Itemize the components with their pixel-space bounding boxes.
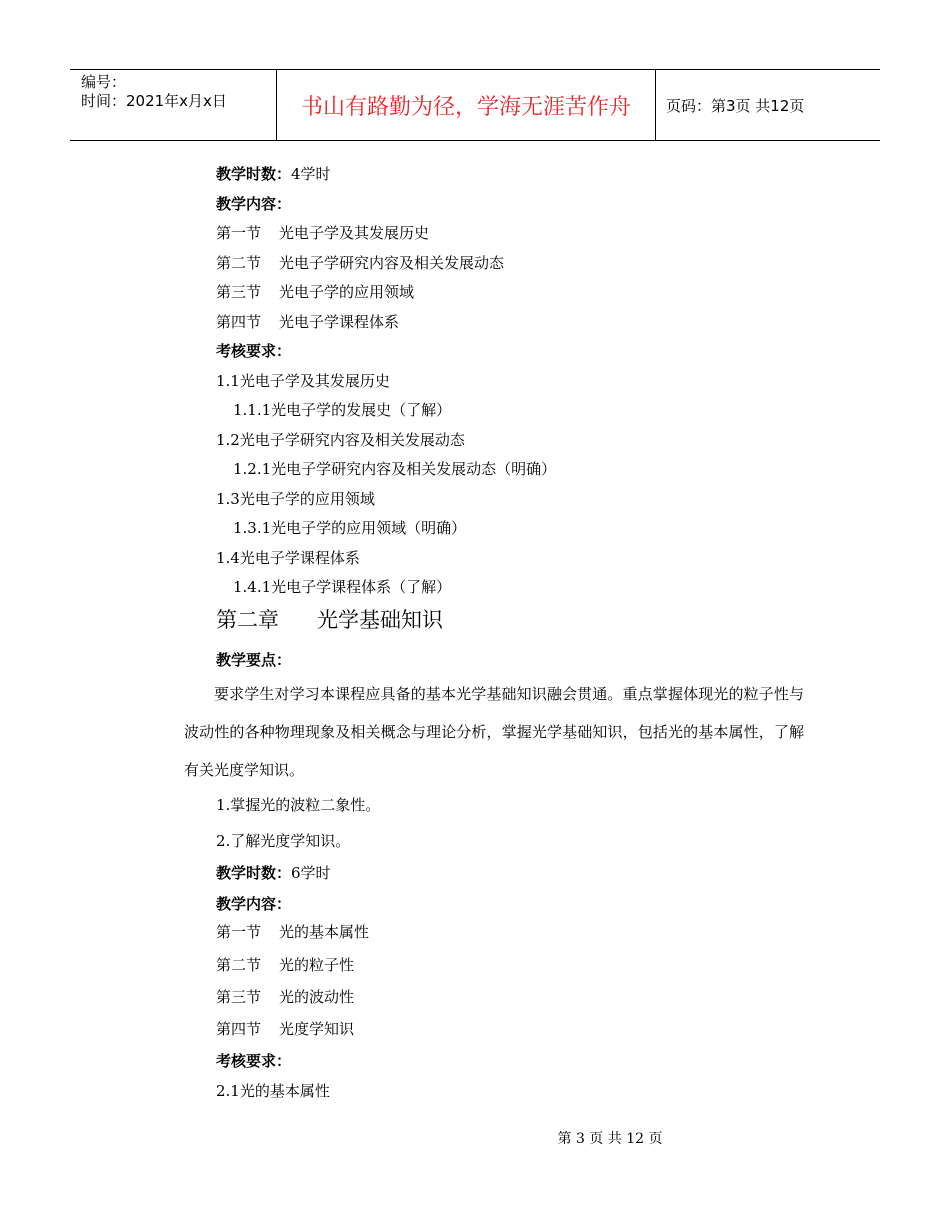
ch2-point: 1.掌握光的波粒二象性。 bbox=[216, 796, 381, 814]
ch1-section-3: 第三节 光电子学的应用领域 bbox=[216, 283, 415, 301]
ch1-section-1: 第一节 光电子学及其发展历史 bbox=[216, 224, 430, 242]
ch1-assessment-item: 1.3.1光电子学的应用领域（明确） bbox=[233, 519, 467, 537]
ch2-assessment-label: 考核要求： bbox=[216, 1052, 292, 1070]
ch2-assessment-item: 2.1光的基本属性 bbox=[216, 1082, 330, 1100]
header-motto: 书山有路勤为径，学海无涯苦作舟 bbox=[277, 70, 656, 140]
ch2-section-3: 第三节 光的波动性 bbox=[216, 988, 355, 1006]
ch2-point: 2.了解光度学知识。 bbox=[216, 832, 351, 850]
ch1-assessment-item: 1.4光电子学课程体系 bbox=[216, 549, 360, 567]
ch1-content-label: 教学内容： bbox=[216, 195, 292, 213]
page-footer: 第 3 页 共 12 页 bbox=[557, 1131, 663, 1147]
header-page-info: 页码：第3页 共12页 bbox=[666, 96, 805, 115]
ch1-assessment-item: 1.2光电子学研究内容及相关发展动态 bbox=[216, 431, 465, 449]
ch1-assessment-item: 1.2.1光电子学研究内容及相关发展动态（明确） bbox=[233, 460, 557, 478]
page-header bbox=[70, 69, 880, 141]
document-number-label: 编号： bbox=[81, 73, 127, 91]
ch1-assessment-label: 考核要求： bbox=[216, 342, 292, 360]
ch1-assessment-item: 1.1.1光电子学的发展史（了解） bbox=[233, 401, 452, 419]
ch2-section-1: 第一节 光的基本属性 bbox=[216, 923, 370, 941]
ch1-assessment-item: 1.3光电子学的应用领域 bbox=[216, 490, 375, 508]
ch1-section-2: 第二节 光电子学研究内容及相关发展动态 bbox=[216, 254, 505, 272]
ch2-section-2: 第二节 光的粒子性 bbox=[216, 956, 355, 974]
ch2-key-points-label: 教学要点： bbox=[216, 651, 292, 669]
ch2-hours: 教学时数：6学时 bbox=[216, 864, 331, 882]
header-left-cell bbox=[70, 70, 277, 140]
ch2-paragraph: 要求学生对学习本课程应具备的基本光学基础知识融会贯通。重点掌握体现光的粒子性与波动性的各种物理现象及相关概念与理论分析，掌握光学基础知识，包括光的基本属性，了解有关光度学知识。 bbox=[184, 685, 804, 779]
ch1-hours: 教学时数：4学时 bbox=[216, 165, 331, 183]
ch1-assessment-item: 1.1光电子学及其发展历史 bbox=[216, 372, 390, 390]
ch1-section-4: 第四节 光电子学课程体系 bbox=[216, 313, 400, 331]
chapter-2-heading: 第二章 光学基础知识 bbox=[216, 608, 443, 632]
ch2-section-4: 第四节 光度学知识 bbox=[216, 1020, 355, 1038]
document-time-label: 时间：2021年x月x日 bbox=[81, 92, 227, 110]
ch2-content-label: 教学内容： bbox=[216, 895, 292, 913]
ch1-assessment-item: 1.4.1光电子学课程体系（了解） bbox=[233, 578, 452, 596]
